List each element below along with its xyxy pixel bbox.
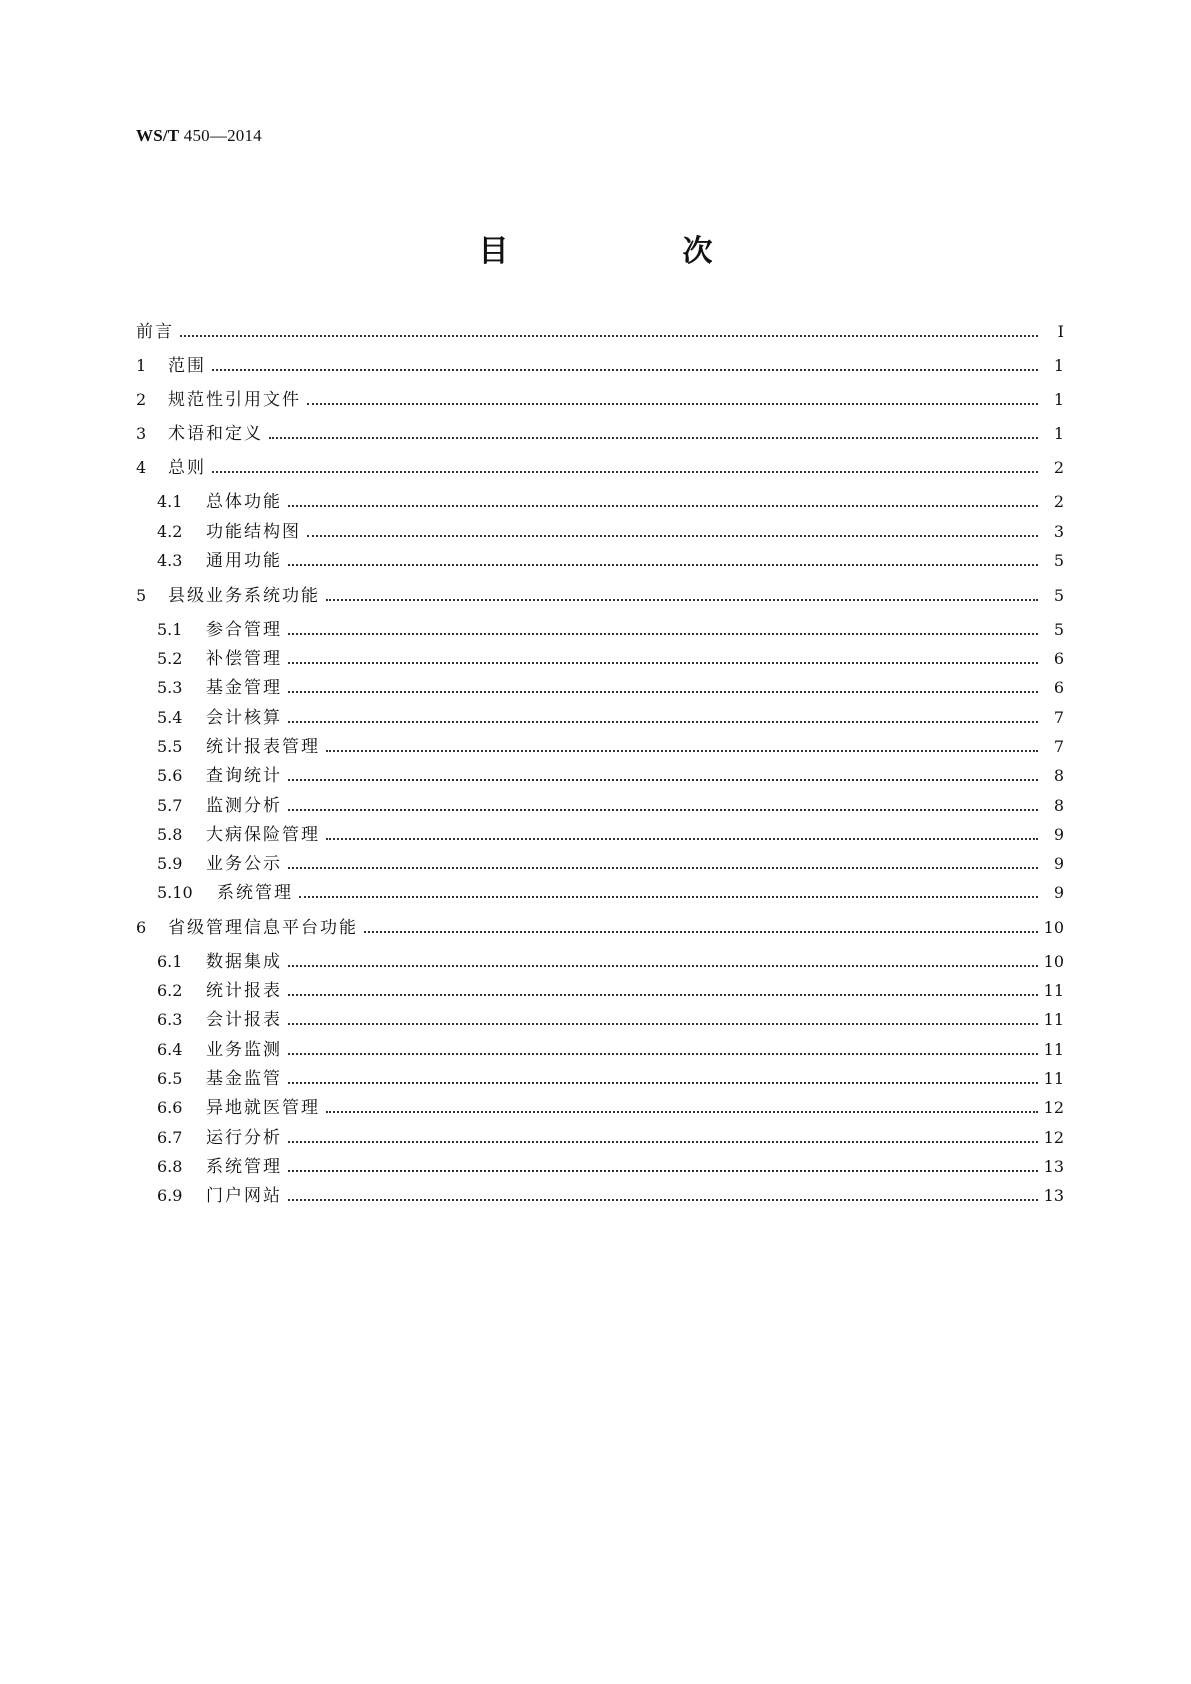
toc-entry-label: 会计报表: [206, 1010, 282, 1030]
toc-entry-number: 4.1: [157, 492, 183, 511]
toc-entry[interactable]: [136, 674, 1064, 698]
toc-entry-number: 1: [136, 356, 147, 375]
toc-entry-number: 5: [136, 586, 147, 605]
toc-entry[interactable]: [136, 1036, 1064, 1060]
toc-entry[interactable]: [136, 762, 1064, 786]
toc-entry-page: 9: [1053, 825, 1064, 844]
toc-dot-leader: [288, 809, 1038, 811]
toc-entry-number: 5.6: [157, 766, 183, 785]
toc-entry-label: 查询统计: [206, 766, 282, 786]
toc-dot-leader: [326, 750, 1038, 752]
toc-entry-page: 13: [1043, 1186, 1064, 1205]
toc-entry[interactable]: [136, 948, 1064, 972]
toc-entry[interactable]: [136, 850, 1064, 874]
toc-entry-number: 5.4: [157, 708, 183, 727]
toc-entry[interactable]: [136, 318, 1064, 342]
toc-entry-page: 1: [1053, 390, 1064, 409]
toc-entry-label: 总体功能: [206, 492, 282, 512]
toc-entry[interactable]: [136, 1065, 1064, 1089]
toc-entry-label: 门户网站: [206, 1186, 282, 1206]
toc-entry-number: 6.5: [157, 1069, 183, 1088]
toc-entry-page: 12: [1043, 1098, 1064, 1117]
toc-entry-number: 5.8: [157, 825, 183, 844]
toc-dot-leader: [288, 994, 1038, 996]
toc-dot-leader: [326, 599, 1038, 601]
toc-dot-leader: [288, 1023, 1038, 1025]
toc-entry-label: 基金管理: [206, 678, 282, 698]
toc-entry[interactable]: [136, 518, 1064, 542]
toc-dot-leader: [288, 691, 1038, 693]
toc-entry-label: 统计报表管理: [206, 737, 320, 757]
toc-dot-leader: [288, 779, 1038, 781]
toc-entry[interactable]: [136, 821, 1064, 845]
toc-entry[interactable]: [136, 386, 1064, 410]
standard-code-number: 450—2014: [183, 126, 262, 145]
toc-entry-label: 运行分析: [206, 1128, 282, 1148]
toc-entry-number: 5.1: [157, 620, 183, 639]
toc-entry-number: 6.6: [157, 1098, 183, 1117]
toc-entry-page: 3: [1053, 522, 1064, 541]
toc-entry-page: Ⅰ: [1057, 322, 1064, 341]
toc-entry-number: 3: [136, 424, 147, 443]
toc-entry[interactable]: [136, 645, 1064, 669]
toc-dot-leader: [288, 505, 1038, 507]
toc-entry-number: 6.7: [157, 1128, 183, 1147]
toc-entry-number: 5.2: [157, 649, 183, 668]
standard-code: [136, 126, 262, 146]
toc-entry-page: 2: [1053, 458, 1064, 477]
toc-entry[interactable]: [136, 582, 1064, 606]
toc-entry-number: 5.5: [157, 737, 183, 756]
toc-entry[interactable]: [136, 704, 1064, 728]
toc-entry-page: 7: [1053, 737, 1064, 756]
toc-entry-label: 总则: [168, 458, 206, 478]
toc-dot-leader: [288, 867, 1038, 869]
toc-entry-number: 5.10: [157, 883, 193, 902]
toc-entry-label: 通用功能: [206, 551, 282, 571]
toc-entry-label: 前言: [136, 322, 174, 342]
toc-dot-leader: [212, 369, 1038, 371]
toc-entry-page: 5: [1053, 586, 1064, 605]
toc-entry-number: 5.7: [157, 796, 183, 815]
toc-entry-label: 大病保险管理: [206, 825, 320, 845]
toc-dot-leader: [288, 721, 1038, 723]
toc-entry[interactable]: [136, 454, 1064, 478]
toc-dot-leader: [288, 965, 1038, 967]
toc-entry-number: 6.4: [157, 1040, 183, 1059]
toc-entry-number: 5.9: [157, 854, 183, 873]
toc-entry-label: 基金监管: [206, 1069, 282, 1089]
toc-dot-leader: [288, 633, 1038, 635]
toc-entry-label: 范围: [168, 356, 206, 376]
toc-entry[interactable]: [136, 1124, 1064, 1148]
toc-entry[interactable]: [136, 547, 1064, 571]
toc-entry-label: 业务监测: [206, 1040, 282, 1060]
toc-entry-label: 县级业务系统功能: [168, 586, 320, 606]
toc-entry-page: 8: [1053, 766, 1064, 785]
toc-entry-label: 监测分析: [206, 796, 282, 816]
toc-entry-page: 9: [1053, 883, 1064, 902]
toc-entry[interactable]: [136, 879, 1064, 903]
toc-entry[interactable]: [136, 1006, 1064, 1030]
toc-dot-leader: [288, 564, 1038, 566]
toc-entry-page: 1: [1053, 356, 1064, 375]
toc-entry-page: 11: [1043, 981, 1064, 1000]
toc-dot-leader: [307, 535, 1038, 537]
page-title: 目 次: [478, 234, 785, 269]
toc-entry[interactable]: [136, 1182, 1064, 1206]
toc-dot-leader: [288, 1170, 1038, 1172]
toc-entry-number: 6.1: [157, 952, 183, 971]
toc-entry-page: 1: [1053, 424, 1064, 443]
toc-dot-leader: [288, 1082, 1038, 1084]
toc-entry-page: 6: [1053, 678, 1064, 697]
toc-entry[interactable]: [136, 1094, 1064, 1118]
toc-dot-leader: [307, 403, 1038, 405]
toc-dot-leader: [326, 838, 1038, 840]
toc-entry-number: 6.9: [157, 1186, 183, 1205]
toc-dot-leader: [364, 931, 1038, 933]
toc-dot-leader: [288, 1053, 1038, 1055]
toc-entry-label: 功能结构图: [206, 522, 301, 542]
toc-entry-label: 规范性引用文件: [168, 390, 301, 410]
toc-entry[interactable]: [136, 420, 1064, 444]
toc-entry-page: 10: [1043, 952, 1064, 971]
toc-entry-number: 4.3: [157, 551, 183, 570]
standard-code-prefix: WS/T: [136, 126, 180, 145]
toc-entry-label: 统计报表: [206, 981, 282, 1001]
toc-dot-leader: [288, 662, 1038, 664]
toc-entry-page: 11: [1043, 1040, 1064, 1059]
toc-entry-label: 系统管理: [206, 1157, 282, 1177]
toc-entry-label: 省级管理信息平台功能: [168, 918, 358, 938]
toc-entry[interactable]: [136, 352, 1064, 376]
toc-entry-label: 异地就医管理: [206, 1098, 320, 1118]
toc-entry-number: 6.8: [157, 1157, 183, 1176]
toc-entry-label: 参合管理: [206, 620, 282, 640]
toc-dot-leader: [269, 437, 1038, 439]
toc-entry[interactable]: [136, 733, 1064, 757]
toc-dot-leader: [212, 471, 1038, 473]
toc-entry-number: 5.3: [157, 678, 183, 697]
toc-entry-label: 业务公示: [206, 854, 282, 874]
toc-entry-page: 6: [1053, 649, 1064, 668]
toc-entry[interactable]: [136, 616, 1064, 640]
toc-entry-label: 会计核算: [206, 708, 282, 728]
toc-entry-label: 数据集成: [206, 952, 282, 972]
toc-dot-leader: [288, 1141, 1038, 1143]
toc-entry-page: 9: [1053, 854, 1064, 873]
toc-entry-label: 补偿管理: [206, 649, 282, 669]
toc-entry-page: 5: [1053, 551, 1064, 570]
toc-entry-page: 7: [1053, 708, 1064, 727]
toc-entry-number: 2: [136, 390, 147, 409]
toc-entry-page: 2: [1053, 492, 1064, 511]
toc-entry[interactable]: [136, 488, 1064, 512]
toc-dot-leader: [288, 1199, 1038, 1201]
toc-entry-page: 8: [1053, 796, 1064, 815]
toc-entry-label: 术语和定义: [168, 424, 263, 444]
toc-entry[interactable]: [136, 977, 1064, 1001]
toc-entry-page: 11: [1043, 1069, 1064, 1088]
toc-dot-leader: [180, 335, 1038, 337]
toc-entry[interactable]: [136, 792, 1064, 816]
toc-entry-number: 6.2: [157, 981, 183, 1000]
toc-dot-leader: [326, 1111, 1038, 1113]
toc-entry-page: 10: [1043, 918, 1064, 937]
toc-entry-number: 6: [136, 918, 147, 937]
toc-entry-number: 4: [136, 458, 147, 477]
toc-entry-page: 5: [1053, 620, 1064, 639]
toc-entry-number: 6.3: [157, 1010, 183, 1029]
toc-entry-label: 系统管理: [217, 883, 293, 903]
toc-entry-page: 11: [1043, 1010, 1064, 1029]
toc-entry-number: 4.2: [157, 522, 183, 541]
toc-entry[interactable]: [136, 914, 1064, 938]
toc-entry[interactable]: [136, 1153, 1064, 1177]
toc-entry-page: 13: [1043, 1157, 1064, 1176]
toc-entry-page: 12: [1043, 1128, 1064, 1147]
toc-dot-leader: [299, 896, 1038, 898]
